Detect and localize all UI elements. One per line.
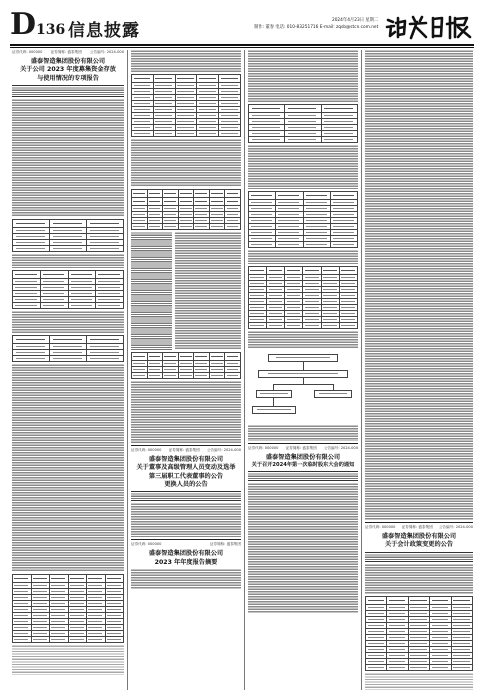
stock-code: 证券代码: 000000 <box>131 448 162 452</box>
column-3 <box>248 50 358 690</box>
column-divider <box>127 50 128 690</box>
notice-title-line-1: 关于召开2024年第一次临时股东大会的通知 <box>251 462 355 469</box>
notice-title-line-2: 第三届职工代表董事的公告 <box>148 472 224 480</box>
notice-block-3 <box>131 539 241 589</box>
body-text <box>12 364 124 572</box>
notice-number: 公告编号: 2024-000 <box>323 446 358 450</box>
board-statement <box>365 552 473 562</box>
notice-codes <box>365 525 473 530</box>
fund-table-3 <box>12 335 124 362</box>
notice-number: 公告编号: 2024-000 <box>89 50 124 54</box>
notice-number: 公告编号: 2024-000 <box>206 448 241 452</box>
diagram-box <box>314 390 352 398</box>
column-4 <box>365 50 473 690</box>
stock-code: 证券代码: 000000 <box>131 542 162 547</box>
notice-heading <box>365 533 473 550</box>
stock-name: 证券简称: 盛泰集团 <box>209 542 241 547</box>
notice-title-line-1: 关于会计政策变更的公告 <box>384 541 454 549</box>
page-letter: D <box>10 7 37 42</box>
body-text <box>365 564 473 594</box>
body-text <box>12 254 124 268</box>
company-name: 盛泰智造集团股份有限公司 <box>381 533 457 540</box>
policy-change-table <box>365 596 473 671</box>
diagram-box <box>258 370 348 378</box>
newspaper-logo <box>384 12 476 42</box>
stock-name: 证券简称: 盛泰集团 <box>285 446 317 450</box>
notice-block-5 <box>365 522 473 690</box>
stock-code: 证券代码: 000000 <box>248 446 279 450</box>
fund-usage-table <box>12 574 124 643</box>
stock-name: 证券简称: 盛泰集团 <box>168 448 200 452</box>
masthead-meta <box>254 18 378 31</box>
body-text <box>131 569 241 589</box>
body-text <box>12 645 124 675</box>
body-text <box>131 50 241 72</box>
agenda-table <box>248 191 358 248</box>
body-text <box>248 250 358 264</box>
board-statement <box>12 85 124 97</box>
director-table <box>131 74 241 137</box>
fund-table-1 <box>12 219 124 252</box>
body-text <box>12 311 124 333</box>
body-text <box>248 50 358 102</box>
notice-number: 公告编号: 2024-000 <box>438 525 473 529</box>
notice-codes <box>131 448 241 453</box>
company-name: 盛泰智造集团股份有限公司 <box>30 58 106 65</box>
notice-codes <box>131 542 241 547</box>
masthead-rule <box>10 44 474 46</box>
notice-block-2 <box>131 445 241 537</box>
diagram-box <box>268 354 338 362</box>
column-divider <box>361 50 362 690</box>
notice-title-line-1: 2023 年年度报告摘要 <box>154 558 218 566</box>
issue-date: 2024年4月23日 星期二 <box>331 18 379 23</box>
body-text <box>248 331 358 349</box>
notice-heading <box>131 550 241 567</box>
notice-heading <box>248 454 358 469</box>
notice-heading <box>12 58 124 83</box>
stock-name: 证券简称: 盛泰集团 <box>50 50 82 54</box>
body-text <box>131 503 241 537</box>
diagram-box <box>252 406 296 414</box>
notice-title-line-1: 关于公司 2023 年度募集资金存放 <box>20 66 116 74</box>
body-text <box>248 483 358 613</box>
stock-name: 证券简称: 盛泰集团 <box>401 525 433 529</box>
fund-table-2 <box>12 270 124 309</box>
shares-table <box>131 189 241 230</box>
body-text <box>248 425 358 441</box>
notice-codes <box>248 446 358 451</box>
holdings-table <box>131 352 241 379</box>
section-title: 信息披露 <box>68 21 140 41</box>
company-name: 盛泰智造集团股份有限公司 <box>265 454 341 461</box>
notice-title-line-2: 与使用情况的专项报告 <box>37 74 99 82</box>
body-text <box>131 139 241 187</box>
company-name: 盛泰智造集团股份有限公司 <box>148 550 224 558</box>
board-statement <box>248 471 358 481</box>
notice-heading <box>131 456 241 489</box>
diagram-box <box>256 390 292 398</box>
column-divider <box>244 50 245 690</box>
page-number <box>10 7 66 42</box>
body-text <box>12 99 124 217</box>
masthead-rule-thin <box>10 47 474 48</box>
equity-structure-diagram <box>248 352 358 422</box>
column-1 <box>12 50 124 690</box>
proposal-table <box>248 104 358 143</box>
notice-block-4 <box>248 443 358 613</box>
voting-table <box>248 266 358 329</box>
stock-code: 证券代码: 000000 <box>12 50 43 54</box>
notice-codes <box>12 50 124 55</box>
body-text <box>175 232 241 350</box>
body-text <box>131 232 172 350</box>
masthead <box>10 8 474 48</box>
stock-code: 证券代码: 000000 <box>365 525 396 529</box>
body-text <box>365 50 473 520</box>
notice-title-line-1: 关于董事及高级管理人员变动及选举 <box>136 464 236 472</box>
notice-title-line-3: 更换人员的公告 <box>164 481 208 489</box>
body-text <box>365 673 473 690</box>
body-text <box>248 145 358 189</box>
body-text <box>131 381 241 443</box>
board-statement <box>131 491 241 501</box>
page-digits: 136 <box>36 22 66 38</box>
editor-contact: 制作: 董春 电话: 010-83251716 E-mail: zqsb@stcn.com.net <box>254 24 379 30</box>
company-name: 盛泰智造集团股份有限公司 <box>148 456 224 463</box>
column-2 <box>131 50 241 690</box>
